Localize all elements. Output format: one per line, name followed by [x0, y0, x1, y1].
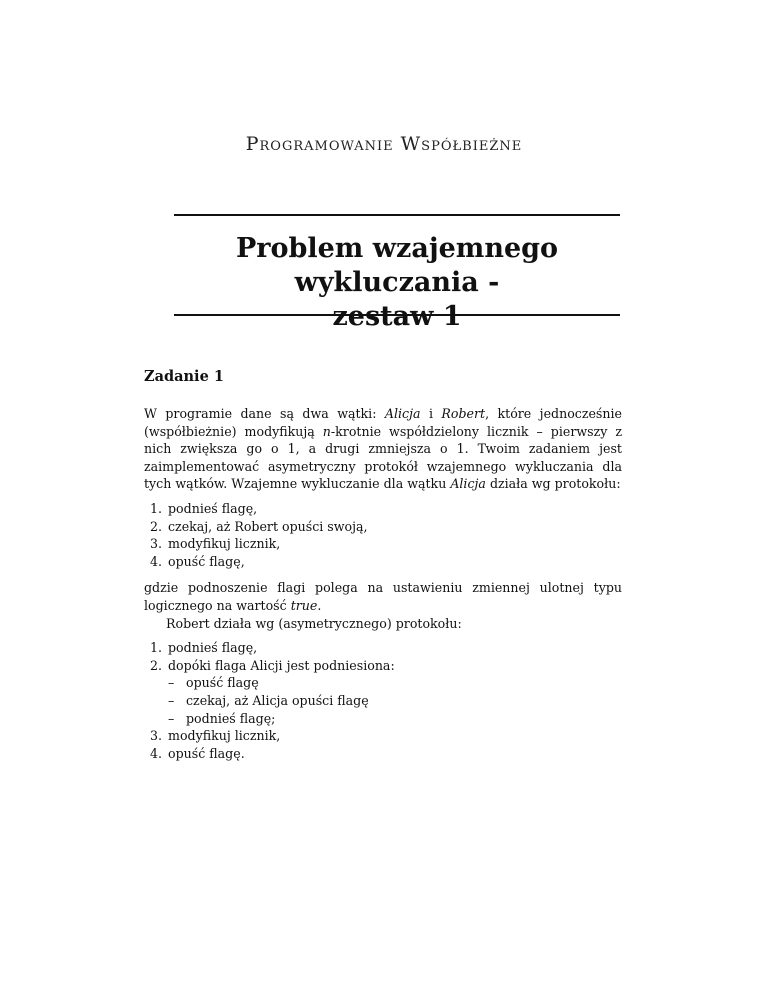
sub-list-text: podnieś flagę; — [186, 710, 276, 726]
list-number: 4. — [149, 553, 162, 569]
list-text: opuść flagę. — [168, 745, 245, 761]
robert-protocol-list — [144, 639, 622, 762]
top-rule — [174, 214, 620, 216]
list-item — [144, 535, 622, 553]
robert-name: Robert — [441, 406, 486, 421]
list-text: dopóki flaga Alicji jest podniesiona: — [168, 657, 395, 673]
list-item — [144, 553, 622, 571]
list-item — [144, 745, 622, 763]
alicja-protocol-list — [144, 500, 622, 570]
flag-note-text-2: . — [317, 597, 322, 613]
list-item — [144, 657, 622, 727]
list-number: 1. — [149, 640, 162, 656]
sub-list-text: opuść flagę — [186, 675, 259, 691]
list-text: modyfikuj licznik, — [168, 728, 281, 744]
alicja-name-2: Alicja — [450, 476, 486, 492]
list-number: 3. — [149, 728, 162, 744]
intro-paragraph — [144, 405, 622, 493]
dash-marker: – — [168, 692, 175, 708]
list-number: 1. — [149, 500, 162, 516]
list-number: 3. — [149, 536, 162, 552]
intro-text-5: działa wg protokołu: — [485, 476, 621, 492]
list-number: 2. — [149, 657, 162, 673]
robert-intro-paragraph: Robert działa wg (asymetrycznego) protokołu: — [166, 615, 462, 631]
robert-sub-list — [168, 674, 622, 727]
intro-text-2: i — [420, 406, 442, 421]
list-text: czekaj, aż Robert opuści swoją, — [168, 518, 368, 534]
flag-note-text-1: gdzie podnoszenie flagi polega na ustawieniu zmiennej ulotnej typu logicznego na wartość — [144, 580, 622, 613]
true-value: true — [290, 597, 318, 613]
task-content — [144, 405, 622, 771]
intro-text-1: W programie dane są dwa wątki: — [144, 406, 385, 421]
list-number: 2. — [149, 518, 162, 534]
intro-text-3: , które jednocześnie (współbieżnie) modyfikują — [144, 406, 622, 439]
course-title: Programowanie Współbieżne — [245, 133, 523, 155]
sub-list-item — [168, 710, 622, 728]
list-item — [144, 639, 622, 657]
list-item — [144, 518, 622, 536]
document-title — [174, 232, 620, 334]
alicja-name: Alicja — [384, 406, 421, 421]
list-text: modyfikuj licznik, — [168, 536, 281, 552]
n-variable: n — [322, 423, 331, 439]
dash-marker: – — [168, 675, 175, 691]
title-line-2: zestaw 1 — [332, 301, 462, 332]
dash-marker: – — [168, 710, 175, 726]
intro-text-4: -krotnie współdzielony licznik – pierwszy z nich zwiększa go o 1, a drugi zmniejsza o 1. Twoim zadaniem jest zaimplementować asymetryczny protokół wzajemnego wykluczania dla tych wątków. Wzajemne wykluczanie dla wątku — [144, 423, 622, 492]
sub-list-text: czekaj, aż Alicja opuści flagę — [186, 692, 369, 708]
bottom-rule — [174, 314, 620, 316]
list-text: podnieś flagę, — [168, 500, 258, 516]
list-item — [144, 500, 622, 518]
list-number: 4. — [149, 745, 162, 761]
flag-note-paragraph — [144, 579, 622, 614]
task-heading: Zadanie 1 — [144, 368, 224, 385]
sub-list-item — [168, 692, 622, 710]
title-line-1: Problem wzajemnego wykluczania - — [235, 233, 559, 298]
list-item — [144, 727, 622, 745]
list-text: podnieś flagę, — [168, 640, 258, 656]
sub-list-item — [168, 674, 622, 692]
list-text: opuść flagę, — [168, 553, 245, 569]
